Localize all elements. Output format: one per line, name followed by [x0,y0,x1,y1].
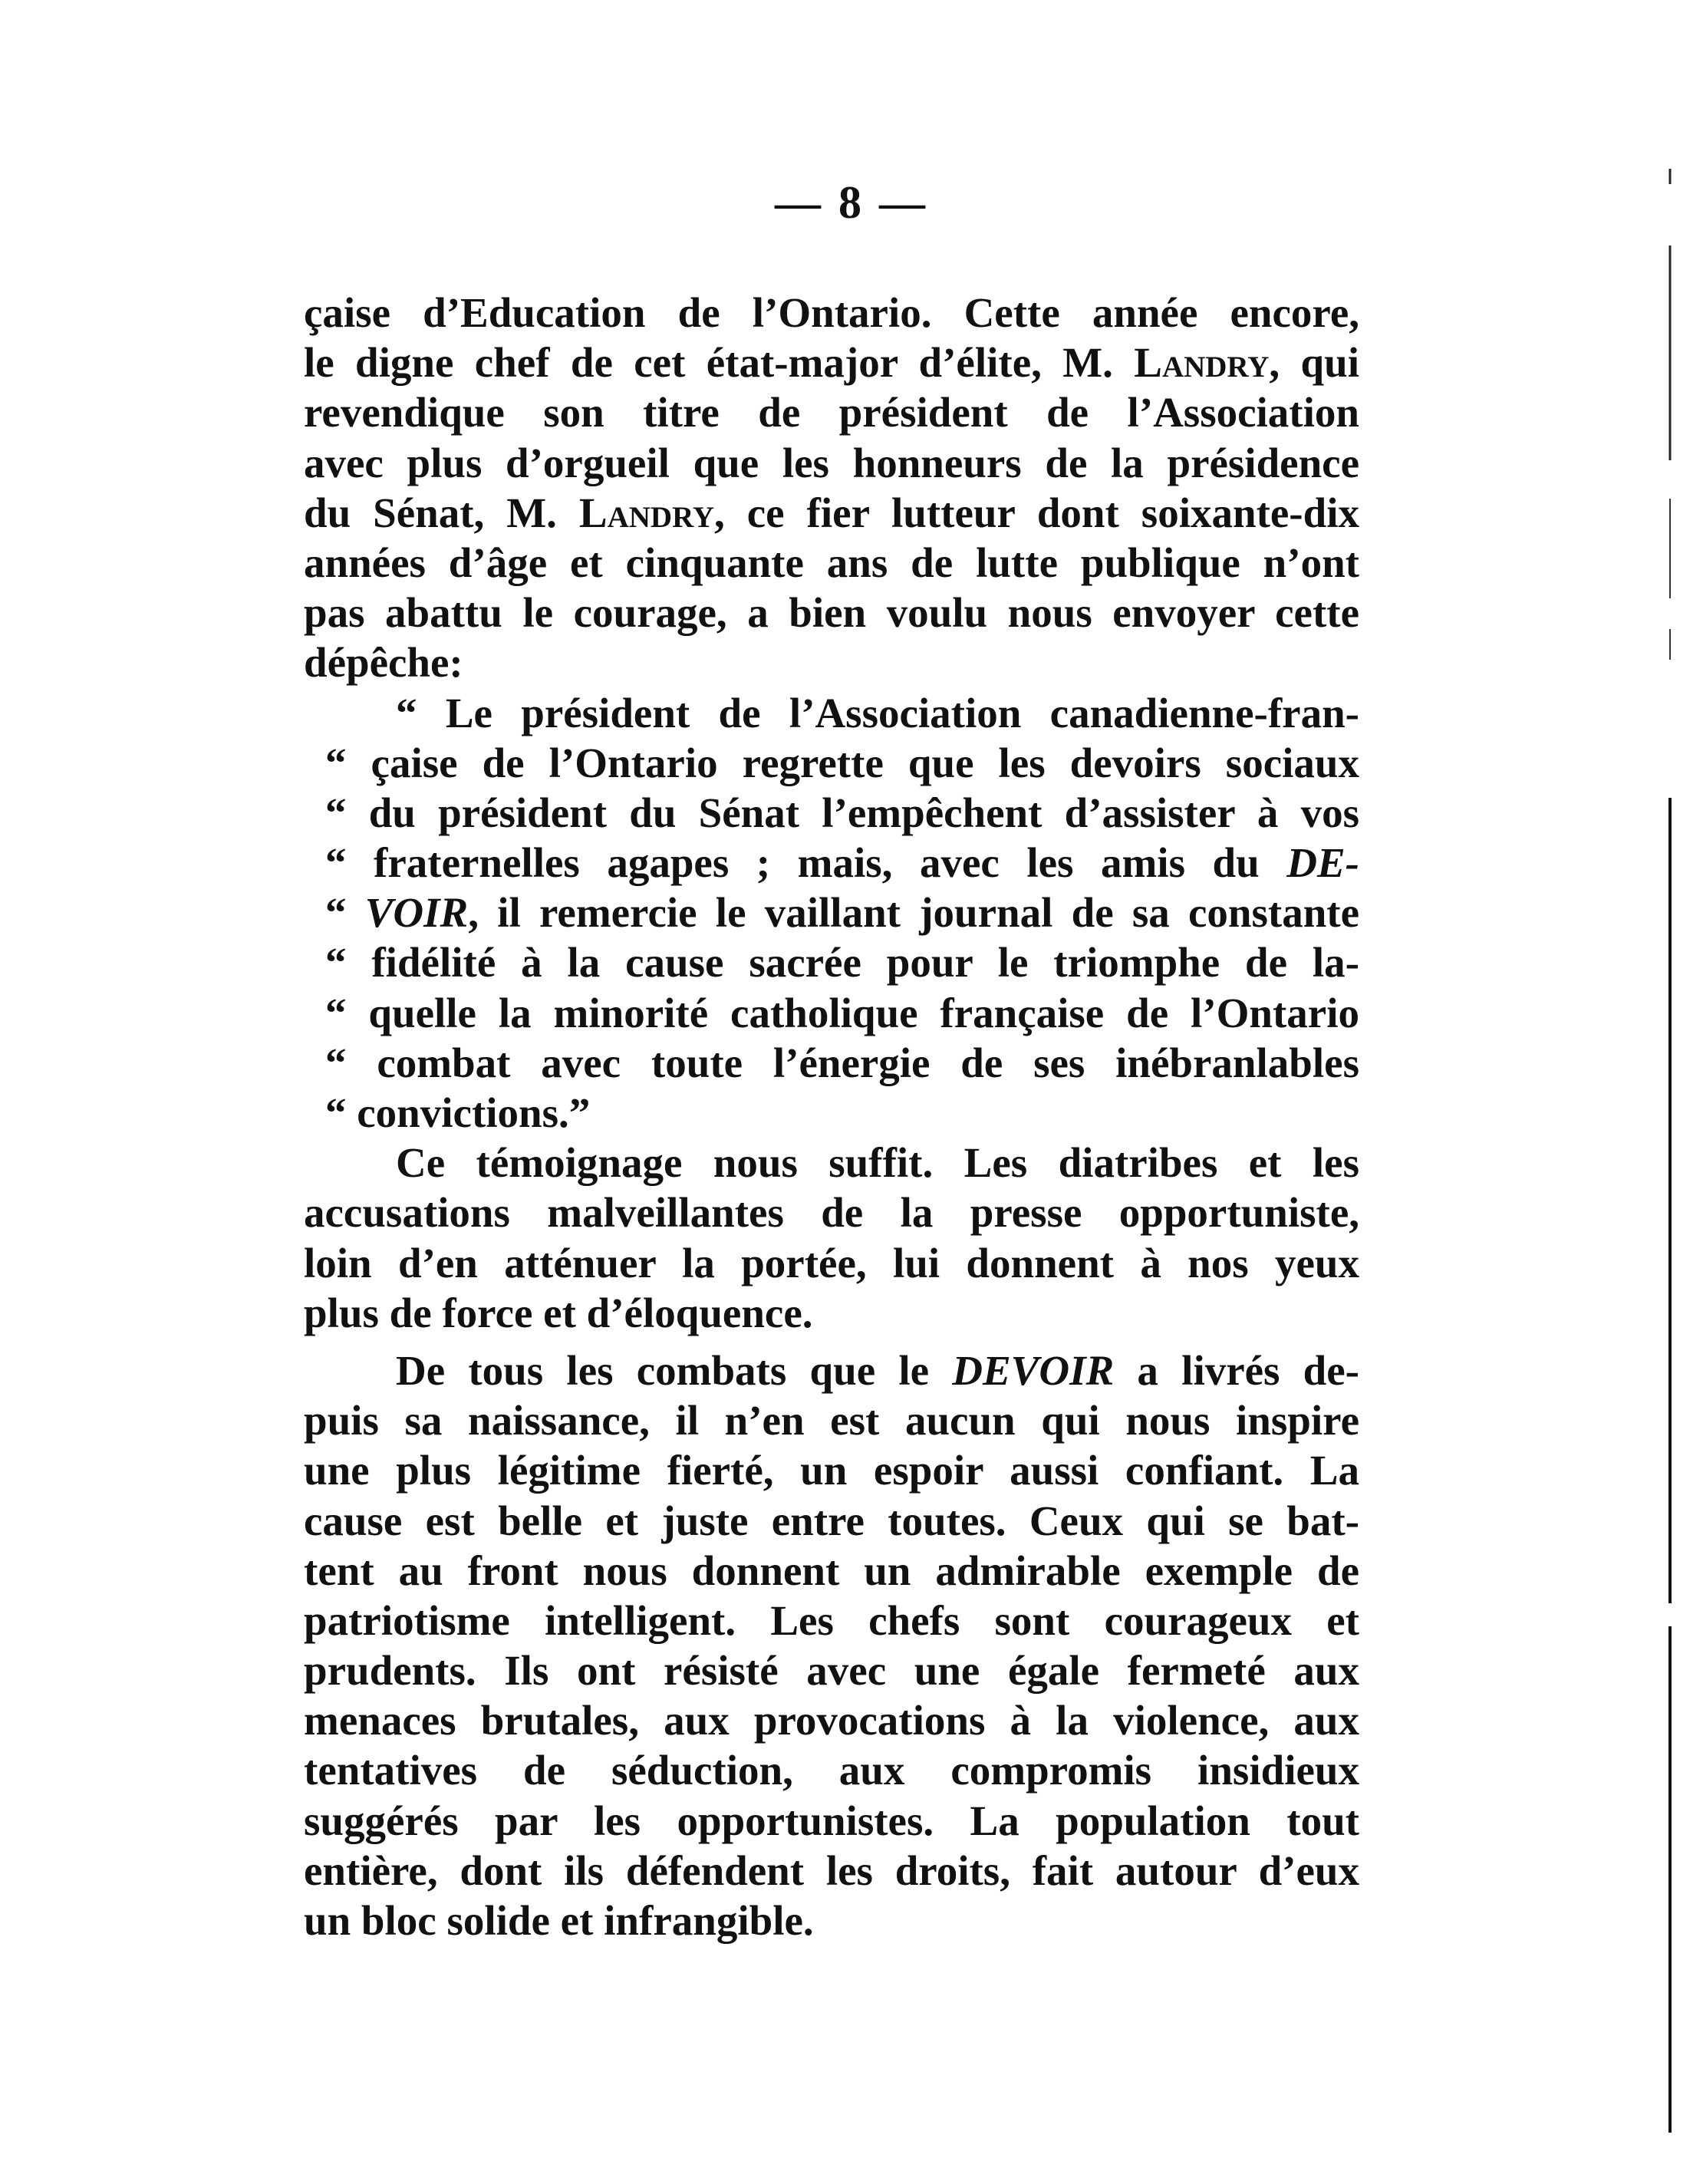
name-small-caps: Landry [578,489,715,536]
text-run: , il remercie le vaillant journal de sa constante [468,889,1360,937]
text-run: suggérés par les opportunistes. La population tout [304,1797,1359,1844]
text-line [304,1288,1359,1338]
text-run: tent au front nous donnent un admirable exemple de [304,1547,1359,1594]
italic-text: DE- [1286,839,1359,887]
text-run: “ quelle la minorité catholique française de l’Ontario [325,989,1359,1036]
text-run: patriotisme intelligent. Les chefs sont courageux et [304,1596,1359,1644]
text-run: a livrés de- [1114,1346,1359,1394]
text-line [304,1346,1359,1395]
text-line [304,988,1359,1038]
text-line [304,588,1359,637]
text-run: “ fidélité à la cause sacrée pour le triomphe de la- [325,939,1359,987]
text-line [304,688,1359,738]
text-run: plus de force et d’éloquence. [304,1289,813,1336]
text-line [304,1695,1359,1745]
text-run: menaces brutales, aux provocations à la violence, aux [304,1697,1359,1744]
text-run: “ [325,889,365,937]
text-line [304,1395,1359,1445]
text-line [304,1188,1359,1237]
text-run: “ du président du Sénat l’empêchent d’assister à vos [325,789,1359,836]
text-run: tentatives de séduction, aux compromis insidieux [304,1747,1359,1794]
text-line [304,1138,1359,1188]
text-line [304,1238,1359,1288]
text-run: avec plus d’orgueil que les honneurs de la présidence [304,439,1359,486]
text-run: “ Le président de l’Association canadienne-fran- [396,689,1359,736]
text-line [304,1088,1359,1138]
text-run: cause est belle et juste entre toutes. Ceux qui se bat- [304,1497,1359,1544]
text-line [304,1445,1359,1495]
text-run: entière, dont ils défendent les droits, fait autour d’eux [304,1846,1359,1894]
text-line [304,1546,1359,1596]
text-run: çaise d’Education de l’Ontario. Cette année encore, [304,289,1359,336]
text-run: du Sénat, M. [304,489,579,536]
text-run: Ce témoignage nous suffit. Les diatribes et les [396,1139,1359,1187]
text-line [304,338,1359,387]
text-line [304,888,1359,937]
text-run: un bloc solide et infrangible. [304,1897,814,1944]
text-run: , ce fier lutteur dont soixante-dix [714,489,1359,536]
text-line [304,438,1359,488]
text-run: dépêche: [304,639,463,687]
text-run: “ convictions.” [325,1089,591,1136]
paragraph-gap [304,1338,1359,1346]
text-line [304,1496,1359,1546]
text-run: revendique son titre de président de l’Association [304,389,1359,436]
text-run: pas abattu le courage, a bien voulu nous envoyer cette [304,589,1359,637]
text-line [304,1796,1359,1846]
body-text [304,288,1359,1945]
text-run: le digne chef de cet état-major d’élite, M. [304,339,1135,387]
name-small-caps: Landry [1134,339,1270,387]
scan-edge-mark [1666,169,1674,2133]
text-line [304,788,1359,838]
text-line [304,1038,1359,1088]
text-line [304,1846,1359,1896]
text-line [304,838,1359,888]
text-run: prudents. Ils ont résisté avec une égale fermeté aux [304,1647,1359,1695]
text-run: années d’âge et cinquante ans de lutte publique n’ont [304,539,1359,586]
text-run: une plus légitime fierté, un espoir aussi confiant. La [304,1447,1359,1494]
text-line [304,488,1359,538]
text-line [304,738,1359,788]
text-line [304,538,1359,588]
text-line [304,1596,1359,1645]
text-run: “ fraternelles agapes ; mais, avec les amis du [325,839,1287,887]
text-run: “ çaise de l’Ontario regrette que les devoirs sociaux [325,739,1359,786]
text-run: loin d’en atténuer la portée, lui donnent à nos yeux [304,1239,1359,1286]
text-run: , qui [1269,339,1359,387]
text-run: “ combat avec toute l’énergie de ses inébranlables [325,1039,1359,1086]
italic-text: DEVOIR [952,1346,1115,1394]
text-line [304,1645,1359,1695]
text-line [304,1896,1359,1945]
text-run: De tous les combats que le [396,1346,953,1394]
text-line [304,288,1359,338]
text-line [304,937,1359,987]
text-run: puis sa naissance, il n’en est aucun qui nous inspire [304,1397,1359,1444]
text-run: accusations malveillantes de la presse opportuniste, [304,1189,1359,1237]
italic-text: VOIR [364,889,469,937]
text-line [304,387,1359,437]
text-line [304,637,1359,687]
page-number: — 8 — [775,177,928,228]
text-line [304,1745,1359,1795]
